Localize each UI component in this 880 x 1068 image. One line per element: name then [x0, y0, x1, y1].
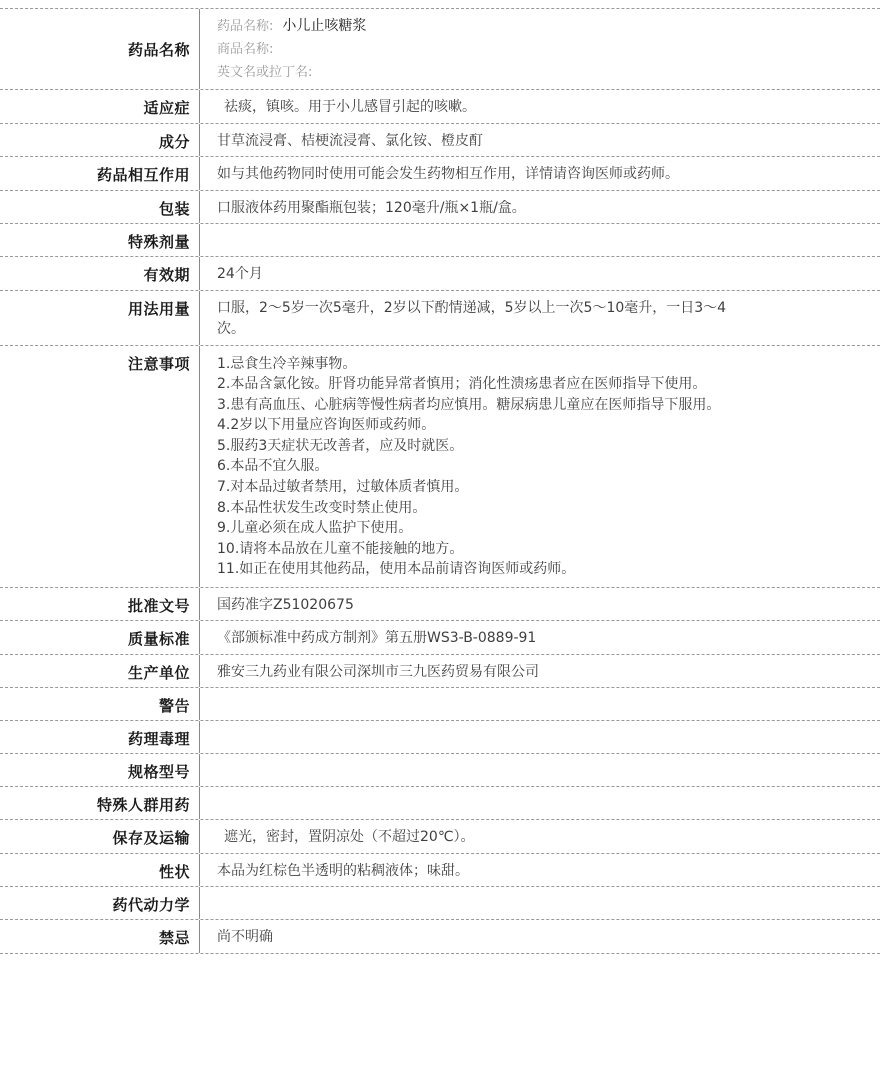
- field-label: 药品名称:: [217, 19, 274, 34]
- table-row-approval: [0, 588, 880, 622]
- row-label-precautions: 注意事项: [0, 346, 200, 587]
- precaution-line-11: 11.如正在使用其他药品，使用本品前请咨询医师或药师。: [217, 561, 576, 578]
- table-row-indications: [0, 90, 880, 124]
- table-row-interactions: [0, 157, 880, 191]
- row-label-pharmacokinetics: 药代动力学: [0, 887, 200, 919]
- table-row-special-population: [0, 787, 880, 820]
- row-value-pharmacokinetics: [200, 887, 880, 919]
- row-value-storage: [200, 820, 880, 853]
- row-label-validity: 有效期: [0, 257, 200, 290]
- row-label-ingredients: 成分: [0, 124, 200, 157]
- row-value-text: 祛痰，镇咳。用于小儿感冒引起的咳嗽。: [224, 99, 476, 115]
- table-row-spec-model: [0, 754, 880, 787]
- row-label-packaging: 包装: [0, 191, 200, 224]
- row-value-packaging: [200, 191, 880, 224]
- row-value-text: 24个月: [217, 266, 263, 282]
- row-label-name: 药品名称: [0, 9, 200, 89]
- table-row-usage: [0, 291, 880, 346]
- row-label-properties: 性状: [0, 854, 200, 887]
- row-label-interactions: 药品相互作用: [0, 157, 200, 190]
- row-label-usage: 用法用量: [0, 291, 200, 345]
- row-label-pharmacology: 药理毒理: [0, 721, 200, 753]
- row-value-warning: [200, 688, 880, 720]
- row-label-indications: 适应症: [0, 90, 200, 123]
- row-value-contraindications: [200, 920, 880, 953]
- row-value-text: 遮光，密封，置阴凉处（不超过20℃）。: [224, 829, 475, 845]
- table-row-contraindications: [0, 920, 880, 954]
- table-row-storage: [0, 820, 880, 854]
- table-row-validity: [0, 257, 880, 291]
- row-label-manufacturer: 生产单位: [0, 655, 200, 688]
- row-value-approval: [200, 588, 880, 621]
- row-value-manufacturer: [200, 655, 880, 688]
- row-value-properties: [200, 854, 880, 887]
- row-value-text: 口服液体药用聚酯瓶包装；120毫升/瓶×1瓶/盒。: [217, 199, 526, 216]
- row-value-text: 尚不明确: [217, 929, 273, 945]
- precaution-line-6: 6.本品不宜久服。: [217, 458, 329, 475]
- precaution-line-3: 3.患有高血压、心脏病等慢性病者均应慎用。糖尿病患儿童应在医师指导下服用。: [217, 396, 721, 413]
- row-value-ingredients: [200, 124, 880, 157]
- row-label-storage: 保存及运输: [0, 820, 200, 853]
- name-field-0: [217, 15, 860, 38]
- precaution-line-2: 2.本品含氯化铵。肝肾功能异常者慎用；消化性溃疡患者应在医师指导下使用。: [217, 376, 707, 393]
- precaution-line-1: 1.忌食生冷辛辣事物。: [217, 355, 357, 372]
- table-row-ingredients: [0, 124, 880, 158]
- row-value-spec-model: [200, 754, 880, 786]
- table-row-pharmacokinetics: [0, 887, 880, 920]
- precaution-line-5: 5.服药3天症状无改善者，应及时就医。: [217, 437, 464, 454]
- row-value-text: 《部颁标准中药成方制剂》第五册WS3-B-0889-91: [217, 630, 537, 646]
- table-row-warning: [0, 688, 880, 721]
- row-label-warning: 警告: [0, 688, 200, 720]
- row-value-text: 口服，2～5岁一次5毫升，2岁以下酌情递减，5岁以上一次5～10毫升，一日3～4次。: [217, 299, 727, 337]
- row-label-special-population: 特殊人群用药: [0, 787, 200, 819]
- row-label-spec-model: 规格型号: [0, 754, 200, 786]
- field-label: 商品名称:: [217, 42, 274, 57]
- row-value-indications: [200, 90, 880, 123]
- row-value-interactions: [200, 157, 880, 190]
- table-row-quality-standard: [0, 621, 880, 655]
- drug-info-table: [0, 8, 880, 954]
- precaution-line-8: 8.本品性状发生改变时禁止使用。: [217, 499, 427, 516]
- row-value-text: 雅安三九药业有限公司深圳市三九医药贸易有限公司: [217, 663, 539, 680]
- row-label-special-dosage: 特殊剂量: [0, 224, 200, 256]
- row-value-text: 本品为红棕色半透明的粘稠液体；味甜。: [217, 862, 469, 879]
- table-row-pharmacology: [0, 721, 880, 754]
- name-field-1: [217, 38, 860, 61]
- row-label-quality-standard: 质量标准: [0, 621, 200, 654]
- row-label-contraindications: 禁忌: [0, 920, 200, 953]
- row-value-special-dosage: [200, 224, 880, 256]
- precaution-line-4: 4.2岁以下用量应咨询医师或药师。: [217, 417, 436, 434]
- row-value-precautions: [200, 346, 880, 587]
- row-value-special-population: [200, 787, 880, 819]
- row-value-validity: [200, 257, 880, 290]
- row-value-usage: [200, 291, 880, 345]
- table-row-properties: [0, 854, 880, 888]
- precaution-line-7: 7.对本品过敏者禁用，过敏体质者慎用。: [217, 479, 469, 496]
- row-label-approval: 批准文号: [0, 588, 200, 621]
- row-value-text: 如与其他药物同时使用可能会发生药物相互作用，详情请咨询医师或药师。: [217, 166, 679, 182]
- field-label: 英文名或拉丁名:: [217, 65, 313, 80]
- name-field-2: [217, 61, 860, 84]
- row-value-text: 甘草流浸膏、桔梗流浸膏、氯化铵、橙皮酊: [217, 132, 483, 149]
- table-row-precautions: [0, 346, 880, 588]
- row-value-name: [200, 9, 880, 89]
- precaution-line-10: 10.请将本品放在儿童不能接触的地方。: [217, 540, 464, 557]
- precaution-line-9: 9.儿童必须在成人监护下使用。: [217, 520, 413, 537]
- row-value-text: 国药准字Z51020675: [217, 596, 354, 613]
- row-value-pharmacology: [200, 721, 880, 753]
- row-value-quality-standard: [200, 621, 880, 654]
- table-row-name: [0, 9, 880, 90]
- table-row-manufacturer: [0, 655, 880, 689]
- field-value: 小儿止咳糖浆: [282, 18, 367, 34]
- drug-info-rows: [0, 9, 880, 954]
- table-row-special-dosage: [0, 224, 880, 257]
- table-row-packaging: [0, 191, 880, 225]
